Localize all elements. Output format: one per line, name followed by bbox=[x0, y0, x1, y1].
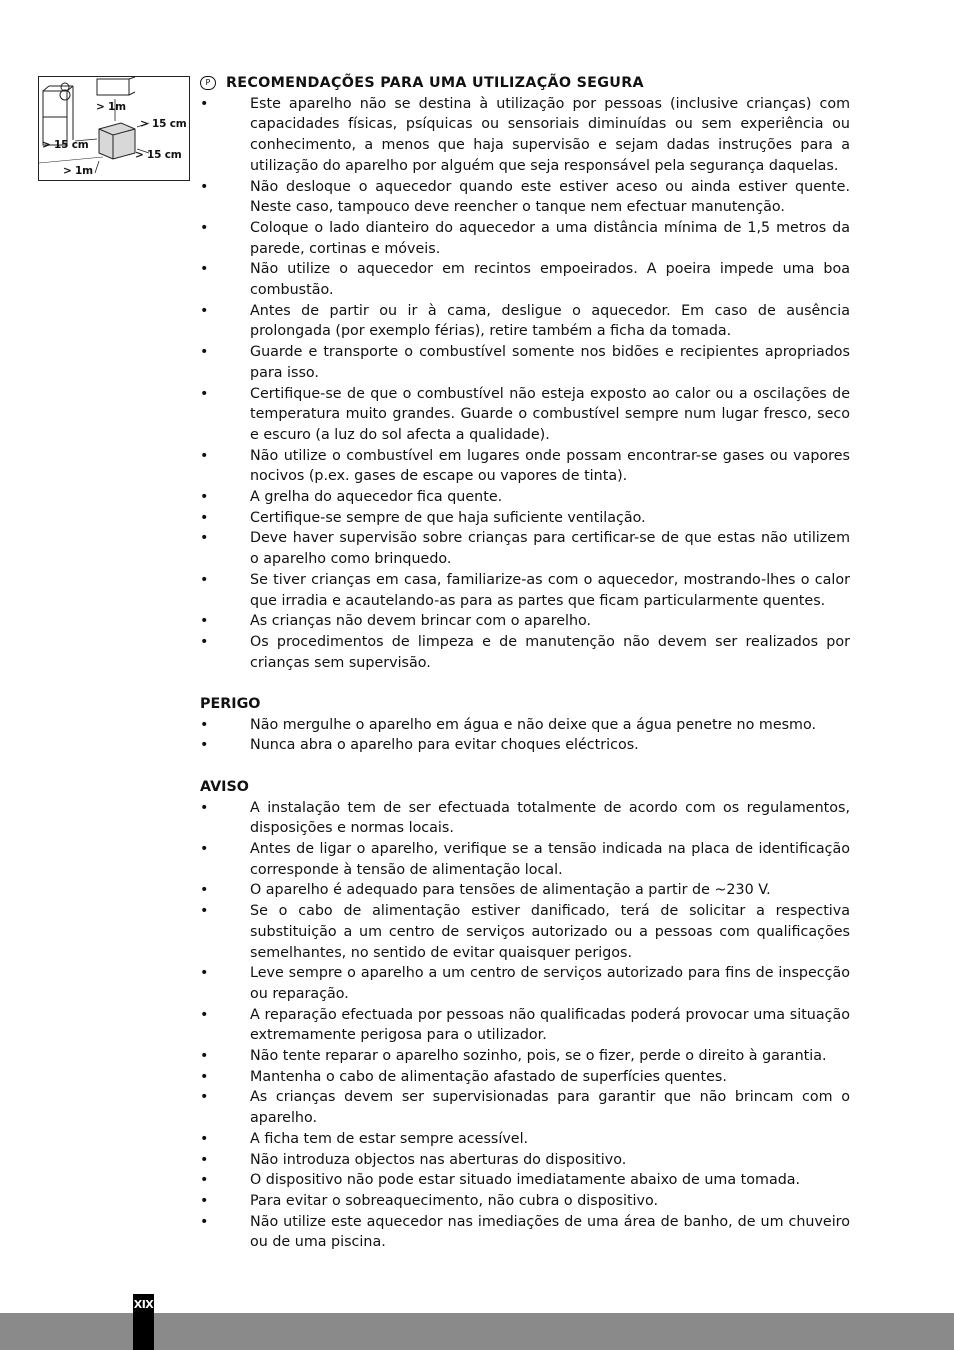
list-item bbox=[200, 1150, 850, 1171]
bullet: • bbox=[200, 178, 209, 195]
bullet: • bbox=[200, 1192, 209, 1209]
list-item-text: Se o cabo de alimentação estiver danificado, terá de solicitar a respectiva substituição a um centro de serviços autorizado ou a pessoas com qualificações semelhantes, no sentido de evitar quaisquer perigos. bbox=[250, 903, 850, 961]
list-item-text: Não utilize este aquecedor nas imediações de uma área de banho, de um chuveiro ou de uma piscina. bbox=[250, 1213, 850, 1251]
list-item-text: Antes de ligar o aparelho, verifique se a tensão indicada na placa de identificação corresponde à tensão de alimentação local. bbox=[250, 840, 850, 878]
list-item bbox=[200, 1170, 850, 1191]
general-safety-list bbox=[200, 94, 850, 674]
bullet: • bbox=[200, 344, 209, 361]
list-item-text: Certifique-se de que o combustível não esteja exposto ao calor ou a oscilações de temperatura muito grandes. Guarde o combustível sempre num lugar fresco, seco e escuro (a luz do sol afecta a qualidade). bbox=[250, 385, 850, 443]
list-item-text: Não mergulhe o aparelho em água e não deixe que a água penetre no mesmo. bbox=[250, 716, 817, 733]
list-item-text: A reparação efectuada por pessoas não qualificadas poderá provocar uma situação extremamente perigosa para o utilizador. bbox=[250, 1006, 850, 1044]
page-number: XIX bbox=[133, 1298, 154, 1311]
bullet: • bbox=[200, 1089, 209, 1106]
list-item-text: Se tiver crianças em casa, familiarize-as com o aquecedor, mostrando-lhes o calor que irradia e acautelando-as para as partes que ficam particularmente quentes. bbox=[250, 571, 850, 609]
bullet: • bbox=[200, 385, 209, 402]
clearance-label-left: > 15 cm bbox=[42, 139, 89, 151]
list-item-text: A instalação tem de ser efectuada totalmente de acordo com os regulamentos, disposições e normas locais. bbox=[250, 799, 850, 837]
bullet: • bbox=[200, 799, 209, 816]
list-item-text: Coloque o lado dianteiro do aquecedor a uma distância mínima de 1,5 metros da parede, cortinas e móveis. bbox=[250, 219, 850, 257]
bullet: • bbox=[200, 840, 209, 857]
safety-recommendations bbox=[200, 73, 850, 1253]
bullet: • bbox=[200, 261, 209, 278]
list-item-text: Nunca abra o aparelho para evitar choques eléctricos. bbox=[250, 737, 639, 754]
list-item-text: Deve haver supervisão sobre crianças para certificar-se de que estas não utilizem o aparelho como brinquedo. bbox=[250, 530, 850, 568]
list-item bbox=[200, 632, 850, 673]
list-item-text: A ficha tem de estar sempre acessível. bbox=[250, 1130, 529, 1147]
list-item bbox=[200, 1191, 850, 1212]
list-item bbox=[200, 384, 850, 446]
list-item-text: Não tente reparar o aparelho sozinho, pois, se o fizer, perde o direito à garantia. bbox=[250, 1048, 827, 1065]
page-title: RECOMENDAÇÕES PARA UMA UTILIZAÇÃO SEGURA bbox=[226, 75, 644, 91]
list-item-text: O aparelho é adequado para tensões de alimentação a partir de ~230 V. bbox=[250, 882, 771, 899]
bullet: • bbox=[200, 1213, 209, 1230]
list-item bbox=[200, 839, 850, 880]
list-item bbox=[200, 342, 850, 383]
list-item-text: Não introduza objectos nas aberturas do dispositivo. bbox=[250, 1151, 627, 1168]
list-item-text: Não utilize o aquecedor em recintos empoeirados. A poeira impede uma boa combustão. bbox=[250, 261, 850, 299]
bullet: • bbox=[200, 447, 209, 464]
bullet: • bbox=[200, 1130, 209, 1147]
clearance-label-top: > 1m bbox=[96, 101, 126, 113]
aviso-title: AVISO bbox=[200, 778, 249, 795]
perigo-list bbox=[200, 715, 850, 756]
bullet: • bbox=[200, 530, 209, 547]
bullet: • bbox=[200, 1172, 209, 1189]
list-item-text: O dispositivo não pode estar situado imediatamente abaixo de uma tomada. bbox=[250, 1172, 801, 1189]
bullet: • bbox=[200, 1048, 209, 1065]
list-item bbox=[200, 611, 850, 632]
list-item bbox=[200, 218, 850, 259]
clearance-label-front: > 1m bbox=[63, 165, 93, 177]
list-item-text: Certifique-se sempre de que haja suficiente ventilação. bbox=[250, 509, 646, 526]
bullet: • bbox=[200, 1068, 209, 1085]
perigo-title: PERIGO bbox=[200, 696, 261, 713]
list-item-text: Este aparelho não se destina à utilização por pessoas (inclusive crianças) com capacidades físicas, psíquicas ou sensoriais diminuídas ou sem experiência ou conhecimento, a menos que haja supervisão e sejam dadas instruções para a utilização do aparelho por alguém que seja responsável pela segurança daquelas. bbox=[250, 95, 850, 174]
list-item bbox=[200, 94, 850, 177]
list-item bbox=[200, 715, 850, 736]
bullet: • bbox=[200, 737, 209, 754]
bullet: • bbox=[200, 1006, 209, 1023]
bullet: • bbox=[200, 716, 209, 733]
list-item bbox=[200, 963, 850, 1004]
bullet: • bbox=[200, 1151, 209, 1168]
clearance-label-right-lower: > 15 cm bbox=[135, 149, 182, 161]
bullet: • bbox=[200, 903, 209, 920]
list-item-text: Os procedimentos de limpeza e de manutenção não devem ser realizados por crianças sem supervisão. bbox=[250, 633, 850, 671]
list-item-text: Não utilize o combustível em lugares onde possam encontrar-se gases ou vapores nocivos (p.ex. gases de escape ou vapores de tinta). bbox=[250, 447, 850, 485]
list-item bbox=[200, 1005, 850, 1046]
aviso-list bbox=[200, 798, 850, 1253]
section-heading bbox=[200, 73, 850, 94]
bullet: • bbox=[200, 95, 209, 112]
list-item-text: Guarde e transporte o combustível somente nos bidões e recipientes apropriados para isso. bbox=[250, 344, 850, 381]
list-item-text: Para evitar o sobreaquecimento, não cubra o dispositivo. bbox=[250, 1192, 659, 1209]
list-item-text: Não desloque o aquecedor quando este estiver aceso ou ainda estiver quente. Neste caso, tampouco deve reencher o tanque nem efectuar manutenção. bbox=[250, 178, 850, 216]
list-item bbox=[200, 1046, 850, 1067]
bullet: • bbox=[200, 509, 209, 526]
bullet: • bbox=[200, 613, 209, 630]
list-item-text: Antes de partir ou ir à cama, desligue o aquecedor. Em caso de ausência prolongada (por exemplo férias), retire também a ficha da tomada. bbox=[250, 302, 850, 340]
bullet: • bbox=[200, 882, 209, 899]
list-item bbox=[200, 528, 850, 569]
list-item-text: Leve sempre o aparelho a um centro de serviços autorizado para fins de inspecção ou reparação. bbox=[250, 965, 850, 1002]
list-item bbox=[200, 1129, 850, 1150]
list-item bbox=[200, 735, 850, 756]
bullet: • bbox=[200, 489, 209, 506]
list-item bbox=[200, 446, 850, 487]
list-item bbox=[200, 901, 850, 963]
list-item bbox=[200, 259, 850, 300]
list-item bbox=[200, 177, 850, 218]
list-item bbox=[200, 880, 850, 901]
list-item bbox=[200, 301, 850, 342]
bullet: • bbox=[200, 965, 209, 982]
list-item-text: Mantenha o cabo de alimentação afastado de superfícies quentes. bbox=[250, 1068, 727, 1085]
bullet: • bbox=[200, 302, 209, 319]
bullet: • bbox=[200, 633, 209, 650]
list-item bbox=[200, 1067, 850, 1088]
list-item bbox=[200, 487, 850, 508]
list-item-text: A grelha do aquecedor fica quente. bbox=[250, 489, 503, 506]
language-badge: P bbox=[200, 76, 216, 90]
bullet: • bbox=[200, 219, 209, 236]
list-item bbox=[200, 1087, 850, 1128]
clearance-label-right-upper: > 15 cm bbox=[140, 118, 187, 130]
clearance-figure bbox=[38, 76, 190, 181]
list-item bbox=[200, 570, 850, 611]
list-item bbox=[200, 508, 850, 529]
list-item bbox=[200, 798, 850, 839]
list-item bbox=[200, 1212, 850, 1253]
list-item-text: As crianças não devem brincar com o aparelho. bbox=[250, 613, 592, 630]
list-item-text: As crianças devem ser supervisionadas para garantir que não brincam com o aparelho. bbox=[250, 1089, 850, 1127]
bullet: • bbox=[200, 571, 209, 588]
